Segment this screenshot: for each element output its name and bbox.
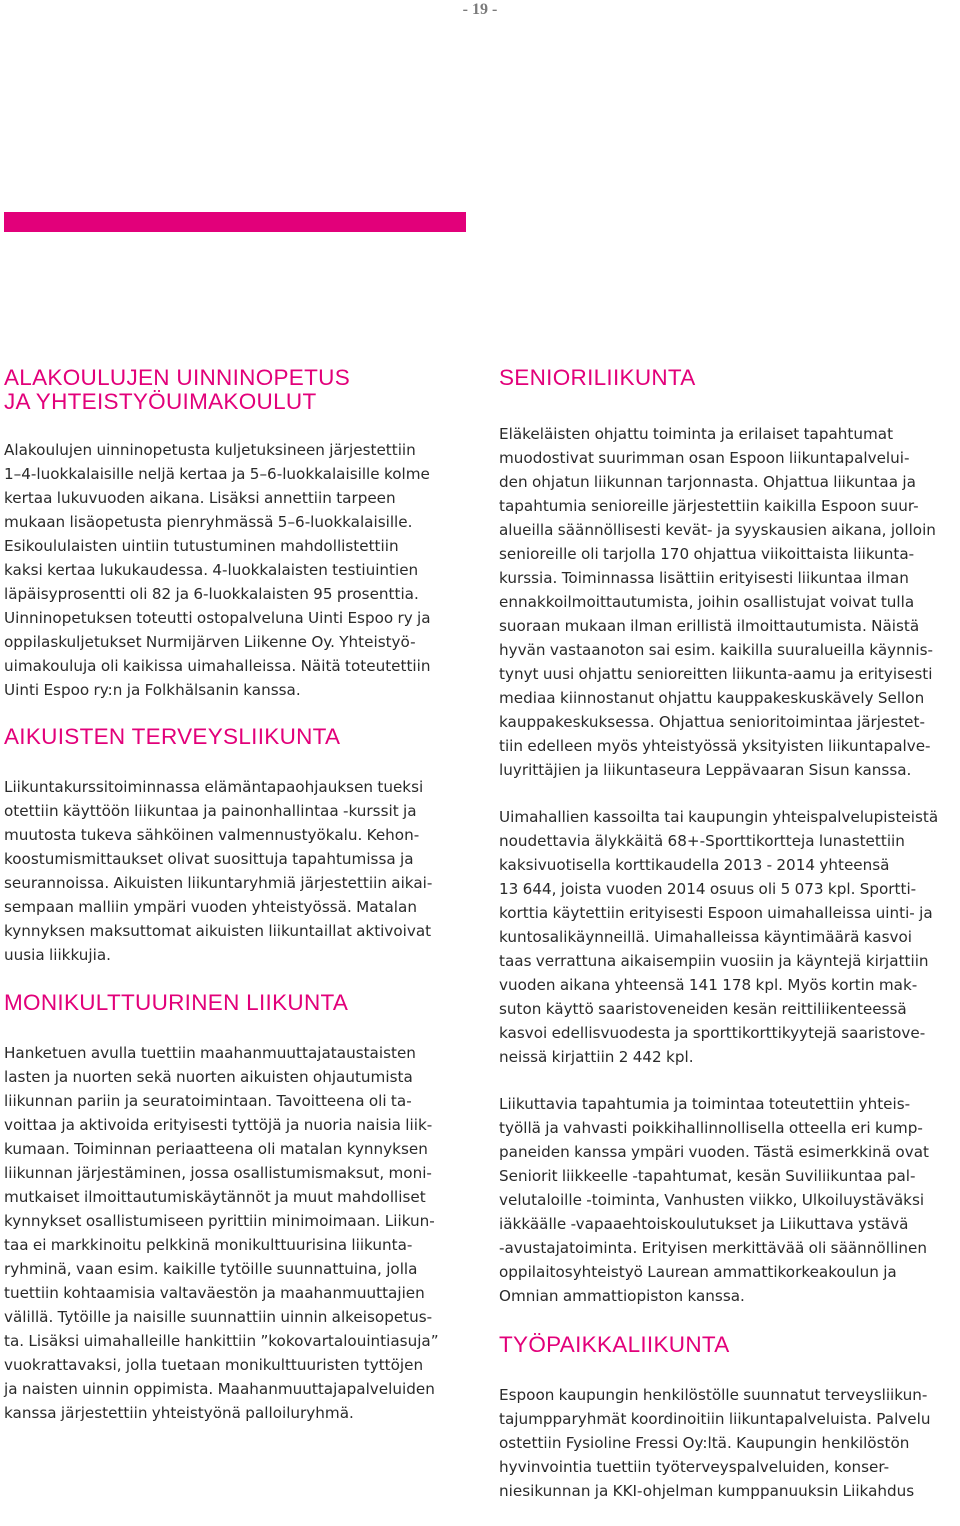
section-heading: ALAKOULUJEN UINNINOPETUS JA YHTEISTYÖUIMAKOULUT [4, 365, 351, 414]
section-senioriliikunta [499, 366, 959, 1308]
section-paragraph: Alakoulujen uinninopetusta kuljetuksineen järjestettiin 1–4-luokkalaisille neljä kertaa ja 5–6-luokkalaisille kolme kertaa lukuvuoden aikana. Lisäksi annettiin tarpeen mukaan lisäopetusta pienryhmässä 5–6-luokkalaisille. Esikoululaisten uintiin tutustuminen mahdollistettiin kaksi kertaa lukukaudessa. 4-luokkalaisten testiuintien läpäisyprosentti oli 82 ja 6-luokkalaisten 95 prosenttia. Uinninopetuksen toteutti ostopalveluna Uinti Espoo ry ja oppilaskuljetukset Nurmijärven Liikenne Oy. Yhteistyö- uimakouluja oli kaikissa uimahalleissa. Näitä toteutettiin Uinti Espoo ry:n ja Folkhälsanin kanssa. [4, 441, 431, 699]
section-heading: SENIORILIIKUNTA [499, 365, 696, 390]
section-paragraph: Hanketuen avulla tuettiin maahanmuuttajataustaisten lasten ja nuorten sekä nuorten aikuisten ohjautumista liikunnan pariin ja seuratoimintaan. Tavoitteena oli ta- voittaa ja aktivoida erityisesti tyttöjä ja nuoria naisia liik- kumaan. Toiminnan periaatteena oli matalan kynnyksen liikunnan järjestäminen, jossa osallistumismaksut, moni- mutkaiset ilmoittautumiskäytännöt ja muut mahdolliset kynnykset osallistumiseen pyrittiin minimoimaan. Liikun- taa ei markkinoitu pelkkinä monikulttuurisina liikunta- ryhminä, vaan esim. kaikille tytöille suunnattuina, jolla tuettiin kohtaamisia valtaväestön ja maahanmuuttajien välillä. Tytöille ja naisille suunnattiin uinnin alkeisopetus- ta. Lisäksi uimahalleille hankittiin ”kokovartalouintiasuja” vuokrattavaksi, jolla tuetaan monikulttuuristen tyttöjen ja naisten uinnin oppimista. Maahanmuuttajapalveluiden kanssa järjestettiin yhteistyönä palloiluryhmä. [4, 1044, 439, 1422]
section-heading: AIKUISTEN TERVEYSLIIKUNTA [4, 724, 341, 749]
section-paragraph: Uimahallien kassoilta tai kaupungin yhteispalvelupisteistä noudettavia älykkäitä 68+-Sporttikortteja lunastettiin kaksivuotisella korttikaudella 2013 - 2014 yhteensä 13 644, joista vuoden 2014 osuus oli 5 073 kpl. Sportti- korttia käytettiin erityisesti Espoon uimahalleissa uinti- ja kuntosalikäynneillä. Uimahalleissa käyntimäärä kasvoi taas verrattuna aikaisempiin vuosiin ja käyntejä kirjattiin vuoden aikana yhteensä 141 178 kpl. Myös kortin mak- suton käyttö saaristoveneiden kesän reittiliikenteessä kasvoi edellisvuodesta ja sporttikorttikyytejä saaristove- neissä kirjattiin 2 442 kpl. [499, 808, 939, 1066]
section-heading: TYÖPAIKKALIIKUNTA [499, 1332, 730, 1357]
section-paragraph: Eläkeläisten ohjattu toiminta ja erilaiset tapahtumat muodostivat suurimman osan Espoon liikuntapalvelui- den ohjatun liikunnan tarjonnasta. Ohjattua liikuntaa ja tapahtumia senioreille järjestettiin kaikilla Espoon suur- alueilla säännöllisesti kevät- ja syyskausien aikana, jolloin senioreille oli tarjolla 170 ohjattua viikoittaista liikunta- kurssia. Toiminnassa lisättiin erityisesti liikuntaa ilman ennakkoilmoittautumista, joihin osallistujat voivat tulla suoraan mukaan ilman erillistä ilmoittautumista. Näistä hyvän vastaanoton sai esim. kaikilla suuralueilla käynnis- tynyt uusi ohjattu senioreitten liikunta-aamu ja erityisesti mediaa kiinnostanut ohjattu kauppakeskuskävely Sellon kauppakeskuksessa. Ohjattua senioritoimintaa järjestet- tiin edelleen myös yhteistyössä yksityisten liikuntapalve- luyrittäjien ja liikuntaseura Leppävaaran Sisun kanssa. [499, 425, 936, 779]
section-aikuisten-terveysliikunta [4, 725, 464, 967]
section-monikulttuurinen-liikunta [4, 991, 464, 1425]
section-paragraph: Liikuntakurssitoiminnassa elämäntapaohjauksen tueksi otettiin käyttöön liikuntaa ja painonhallintaa -kurssit ja muutosta tukeva sähköinen valmennustyökalu. Kehon- koostumismittaukset olivat suosittuja tapahtumissa ja seurannoissa. Aikuisten liikuntaryhmiä järjestettiin aikai- sempaan malliin ympäri vuoden yhteistyössä. Matalan kynnyksen maksuttomat aikuisten liikuntaillat aktivoivat uusia liikkujia. [4, 778, 433, 964]
section-tyopaikkaliikunta [499, 1333, 959, 1503]
section-heading: MONIKULTTUURINEN LIIKUNTA [4, 990, 349, 1015]
section-paragraph: Liikuttavia tapahtumia ja toimintaa toteutettiin yhteis- työllä ja vahvasti poikkihallinnollisella otteella eri kump- paneiden kanssa ympäri vuoden. Tästä esimerkkinä ovat Seniorit liikkeelle -tapahtumat, kesän Suviliikuntaa pal- velutaloille -toiminta, Vanhusten viikko, Ulkoiluystäväksi iäkkäälle -vapaaehtoiskoulutukset ja Liikuttava ystävä -avustajatoiminta. Erityisen merkittävää oli säännöllinen oppilaitosyhteistyö Laurean ammattikorkeakoulun ja Omnian ammattiopiston kanssa. [499, 1095, 929, 1305]
page-number: - 19 - [462, 1, 498, 18]
right-column [499, 366, 959, 1526]
section-alakoulujen-uinninopetus [4, 366, 464, 702]
section-paragraph: Espoon kaupungin henkilöstölle suunnatut terveysliikun- tajumpparyhmät koordinoitiin liikuntapalveluista. Palvelu ostettiin Fysioline Fressi Oy:ltä. Kaupungin henkilöstön hyvinvointia tuettiin työterveyspalveluiden, konser- niesikunnan ja KKI-ohjelman kumppanuuksin Liikahdus [499, 1386, 931, 1500]
accent-bar [4, 212, 466, 232]
left-column [4, 366, 464, 1448]
